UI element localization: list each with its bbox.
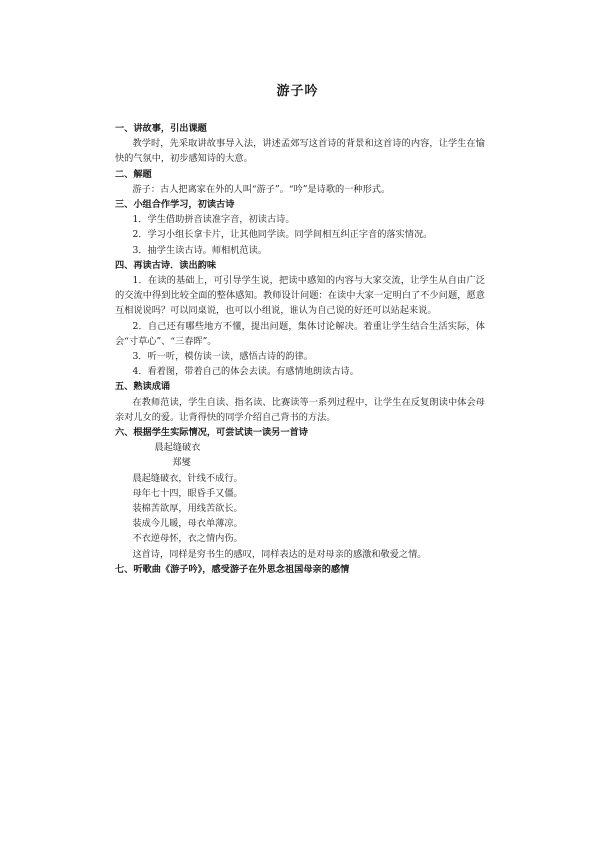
list-item: 2．自己还有哪些地方不懂，提出问题，集体讨论解决。着重让学生结合生活实际，体会“寸草心”、“三春晖”。 bbox=[115, 320, 485, 347]
page-title: 游子吟 bbox=[276, 84, 319, 99]
list-item: 4．看着图，带着自己的体会去读。有感情地朗读古诗。 bbox=[132, 366, 359, 378]
poem-line: 母年七十四，眼昏手又僵。 bbox=[132, 487, 243, 499]
section-heading: 二、解题 bbox=[115, 168, 152, 180]
section-heading: 五、熟读成诵 bbox=[115, 381, 171, 393]
paragraph: 游子：古人把离家在外的人叫“游子”。“吟”是诗歌的一种形式。 bbox=[132, 183, 391, 195]
poem-line: 晨起缝破衣，针线不成行。 bbox=[132, 472, 243, 484]
document-body bbox=[115, 121, 485, 577]
poem-line: 装棉苦欲厚，用线苦欲长。 bbox=[132, 503, 243, 515]
poem-title: 晨起缝破衣 bbox=[154, 442, 201, 454]
poem-line: 装成今儿暖，母衣单薄凉。 bbox=[132, 518, 243, 530]
poem-line: 不衣逆母怀，衣之情内伤。 bbox=[132, 533, 243, 545]
list-item: 1．学生借助拼音读准字音，初读古诗。 bbox=[132, 214, 295, 226]
poem-author: 郑燮 bbox=[172, 457, 191, 469]
paragraph: 教学时，先采取讲故事导入法，讲述孟郊写这首诗的背景和这首诗的内容，让学生在愉快的气氛中，初步感知诗的大意。 bbox=[115, 138, 485, 165]
section-heading: 三、小组合作学习，初读古诗 bbox=[115, 199, 235, 211]
paragraph: 在教师范读，学生自读、指名读、比赛读等一系列过程中，让学生在反复朗读中体会母亲对儿女的爱。让背得快的同学介绍自己背书的方法。 bbox=[115, 396, 485, 423]
list-item: 3．听一听，模仿读一读，感悟古诗的韵律。 bbox=[132, 351, 313, 363]
section-heading: 一、讲故事，引出课题 bbox=[115, 123, 207, 134]
list-item: 2．学习小组长拿卡片，让其他同学读。同学间相互纠正字音的落实情况。 bbox=[132, 229, 433, 241]
section-heading: 四、再读古诗．读出韵味 bbox=[115, 259, 217, 271]
list-item: 1．在读的基础上，可引导学生说，把读中感知的内容与大家交流，让学生从自由广泛的交流中得到比较全面的整体感知。教师设计问题：在读中大家一定明白了不少问题，愿意互相说说吗？可以同桌说，也可以小组说，谁认为自己说的好还可以站起来说。 bbox=[115, 275, 485, 317]
list-item: 3．抽学生读古诗。师相机范读。 bbox=[132, 244, 267, 256]
section-heading: 七、听歌曲《游子吟》，感受游子在外思念祖国母亲的感情 bbox=[115, 563, 350, 575]
section-heading: 六、根据学生实际情况，可尝试读一读另一首诗 bbox=[115, 427, 308, 439]
paragraph: 这首诗，同样是穷书生的感叹，同样表达的是对母亲的感激和敬爱之情。 bbox=[132, 548, 427, 560]
